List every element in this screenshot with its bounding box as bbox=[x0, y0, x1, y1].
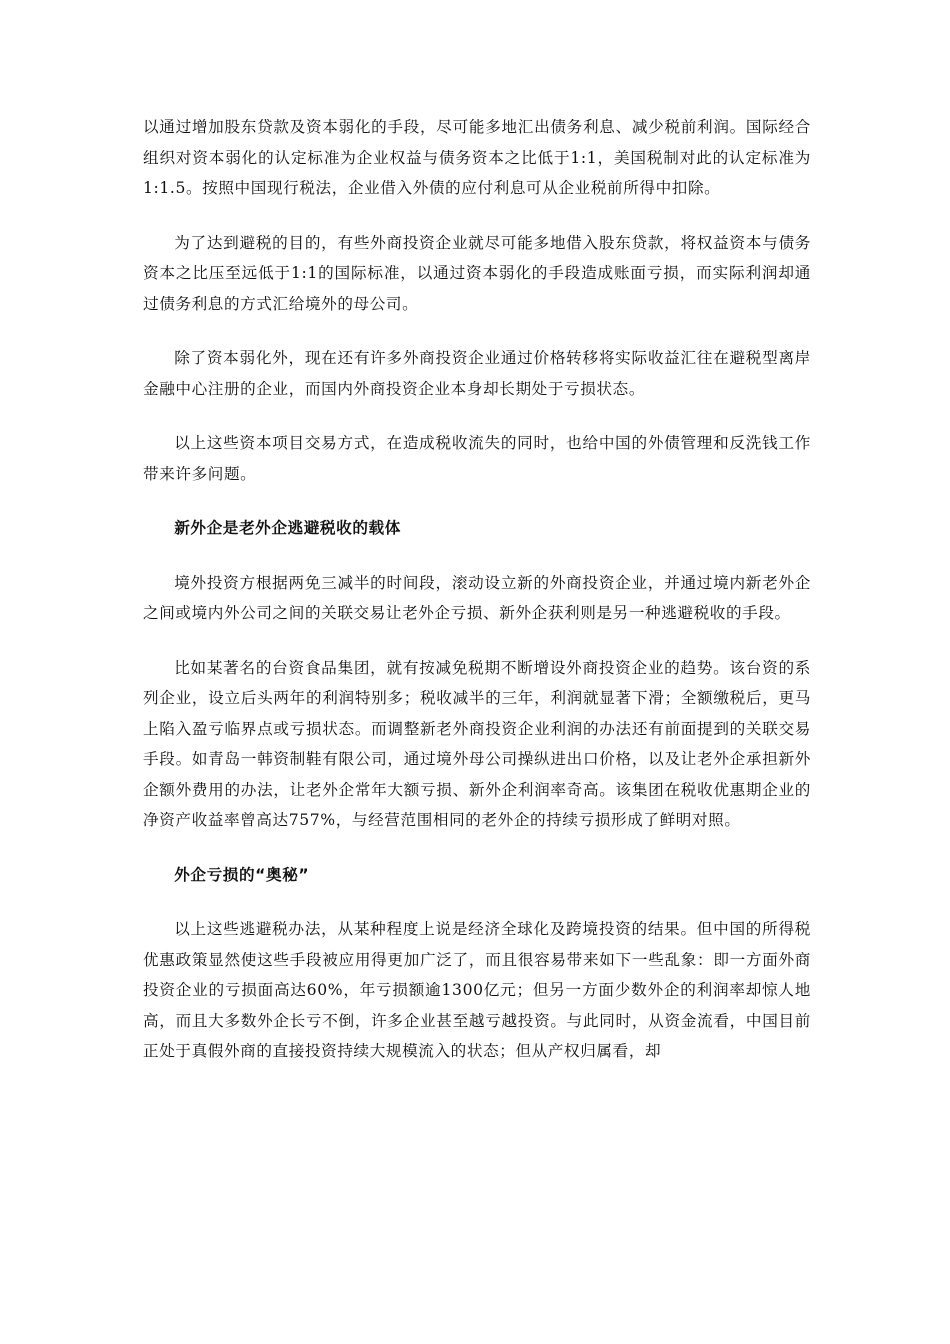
paragraph-rolling-establishment: 境外投资方根据两免三减半的时间段，滚动设立新的外商投资企业，并通过境内新老外企之间或境内外公司之间的关联交易让老外企亏损、新外企获利则是另一种逃避税收的手段。 bbox=[143, 573, 811, 622]
document-body bbox=[143, 112, 811, 1091]
paragraph-capital-weakening-intro: 以通过增加股东贷款及资本弱化的手段，尽可能多地汇出债务利息、减少税前利润。国际经合组织对资本弱化的认定标准为企业权益与债务资本之比低于1:1，美国税制对此的认定标准为1:1.5。按照中国现行税法，企业借入外债的应付利息可从企业税前所得中扣除。 bbox=[143, 118, 811, 197]
section-heading-loss-secret: 外企亏损的“奥秘” bbox=[174, 865, 310, 884]
paragraph-transfer-pricing: 除了资本弱化外，现在还有许多外商投资企业通过价格转移将实际收益汇往在避税型离岸金融中心注册的企业，而国内外商投资企业本身却长期处于亏损状态。 bbox=[143, 349, 811, 398]
section-heading-new-foreign-firms: 新外企是老外企逃避税收的载体 bbox=[174, 519, 401, 537]
paragraph-globalization-consequences: 以上这些逃避税办法，从某种程度上说是经济全球化及跨境投资的结果。但中国的所得税优惠政策显然使这些手段被应用得更加广泛了，而且很容易带来如下一些乱象：即一方面外商投资企业的亏损面高达60%，年亏损额逾1300亿元；但另一方面少数外企的利润率却惊人地高，而且大多数外企长亏不倒，许多企业甚至越亏越投资。与此同时，从资金流看，中国目前正处于真假外商的直接投资持续大规模流入的状态；但从产权归属看，却 bbox=[143, 920, 811, 1060]
paragraph-capital-account-problems: 以上这些资本项目交易方式，在造成税收流失的同时，也给中国的外债管理和反洗钱工作带来许多问题。 bbox=[143, 434, 811, 483]
paragraph-shareholder-loans: 为了达到避税的目的，有些外商投资企业就尽可能多地借入股东贷款，将权益资本与债务资本之比压至远低于1:1的国际标准，以通过资本弱化的手段造成账面亏损，而实际利润却通过债务利息的方式汇给境外的母公司。 bbox=[143, 233, 811, 313]
paragraph-taiwan-food-group-example: 比如某著名的台资食品集团，就有按减免税期不断增设外商投资企业的趋势。该台资的系列企业，设立后头两年的利润特别多；税收减半的三年，利润就显著下滑；全额缴税后，更马上陷入盈亏临界点或亏损状态。而调整新老外商投资企业利润的办法还有前面提到的关联交易手段。如青岛一韩资制鞋有限公司，通过境外母公司操纵进出口价格，以及让老外企承担新外企额外费用的办法，让老外企常年大额亏损、新外企利润率奇高。该集团在税收优惠期企业的净资产收益率曾高达757%，与经营范围相同的老外企的持续亏损形成了鲜明对照。 bbox=[143, 658, 811, 829]
